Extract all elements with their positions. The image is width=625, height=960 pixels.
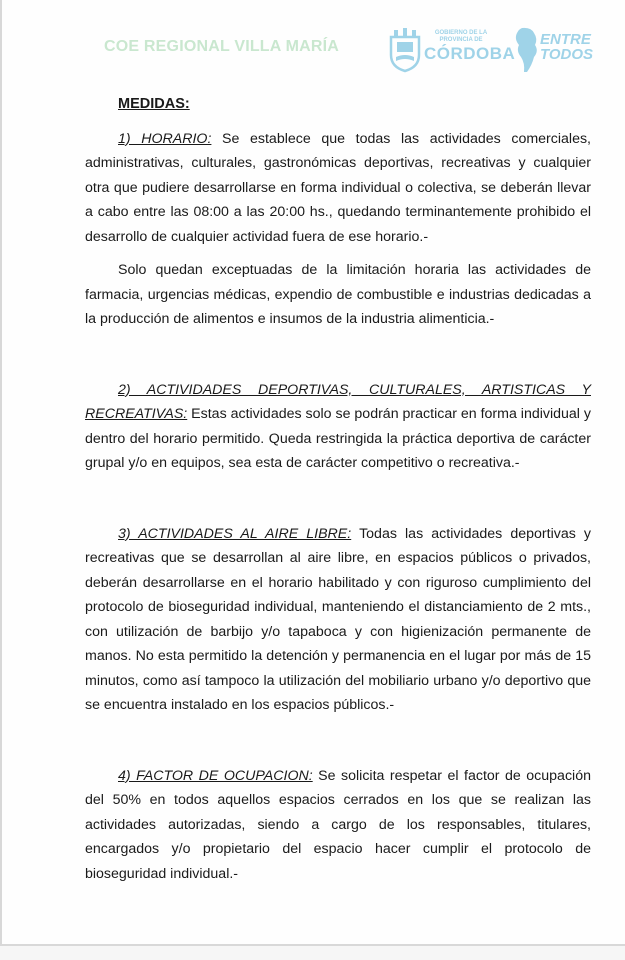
todos-text: TODOS (540, 46, 594, 63)
section-label: 3) ACTIVIDADES AL AIRE LIBRE: (118, 525, 352, 542)
page-left-edge (0, 0, 2, 945)
section-text: Estas actividades solo se podrán practicar en forma individual y dentro del horario permitido. Queda restringida la práctica deportiva de carácter grupal y/o en equipos, sea esta de carácter competitivo o recreativa.- (85, 406, 591, 471)
section-horario (85, 127, 591, 250)
cordoba-logo-small-text: GOBIERNO DE LA PROVINCIA DE (434, 30, 488, 43)
section-ocupacion (85, 764, 591, 887)
section-exceptions (85, 258, 591, 332)
section-text: Se solicita respetar el factor de ocupación del 50% en todos aquellos espacios cerrados en los que se realizan las actividades autorizadas, siendo a cargo de los responsables, titulares, encargados y/o propietario del espacio hacer cumplir el protocolo de bioseguridad individual.- (85, 767, 591, 882)
province-map-icon (514, 27, 540, 73)
section-text: Todas las actividades deportivas y recreativas que se desarrollan al aire libre, en espacios públicos o privados, deberán desarrollarse en el horario habilitado y con riguroso cumplimiento del protocolo de bioseguridad individual, manteniendo el distanciamiento de 2 mts., con utilización de barbijo y/o tapaboca y con higienización permanente de manos. No esta permitido la detención y permanencia en el lugar por más de 15 minutos, como así tampoco la utilización del mobiliario urbano y/o deportivo que se encuentra instalado en los espacios públicos.- (85, 525, 592, 713)
header-title: COE REGIONAL VILLA MARÍA (104, 38, 340, 55)
document-body (85, 92, 591, 886)
section-deportivas (85, 378, 591, 476)
section-aire-libre (85, 522, 591, 718)
cordoba-logo-name: CÓRDOBA (424, 44, 516, 63)
cordoba-logo (387, 27, 516, 73)
entre-text: ENTRE (540, 31, 591, 48)
section-label: 4) FACTOR DE OCUPACION: (118, 767, 313, 784)
section-text: Se establece que todas las actividades comerciales, administrativas, culturales, gastronómicas deportivas, recreativas y cualquier otra que pudiere desarrollarse en forma individual o colectiva, se deberán llevar a cabo entre las 08:00 a las 20:00 hs., quedando terminantemente prohibido el desarrollo de cualquier actividad fuera de ese horario.- (85, 130, 591, 245)
page-bottom-strip (0, 946, 625, 960)
crest-icon (387, 27, 423, 73)
measures-heading: MEDIDAS: (118, 96, 190, 112)
section-text: Solo quedan exceptuadas de la limitación horaria las actividades de farmacia, urgencias médicas, expendio de combustible e industrias dedicadas a la producción de alimentos e insumos de la industria alimenticia.- (85, 262, 591, 327)
entre-todos-text (540, 32, 593, 62)
entre-todos-logo (514, 27, 594, 73)
section-label: 1) HORARIO: (118, 130, 212, 147)
section-label: 2) ACTIVIDADES DEPORTIVAS, CULTURALES, ARTISTICAS Y RECREATIVAS: (85, 381, 591, 422)
